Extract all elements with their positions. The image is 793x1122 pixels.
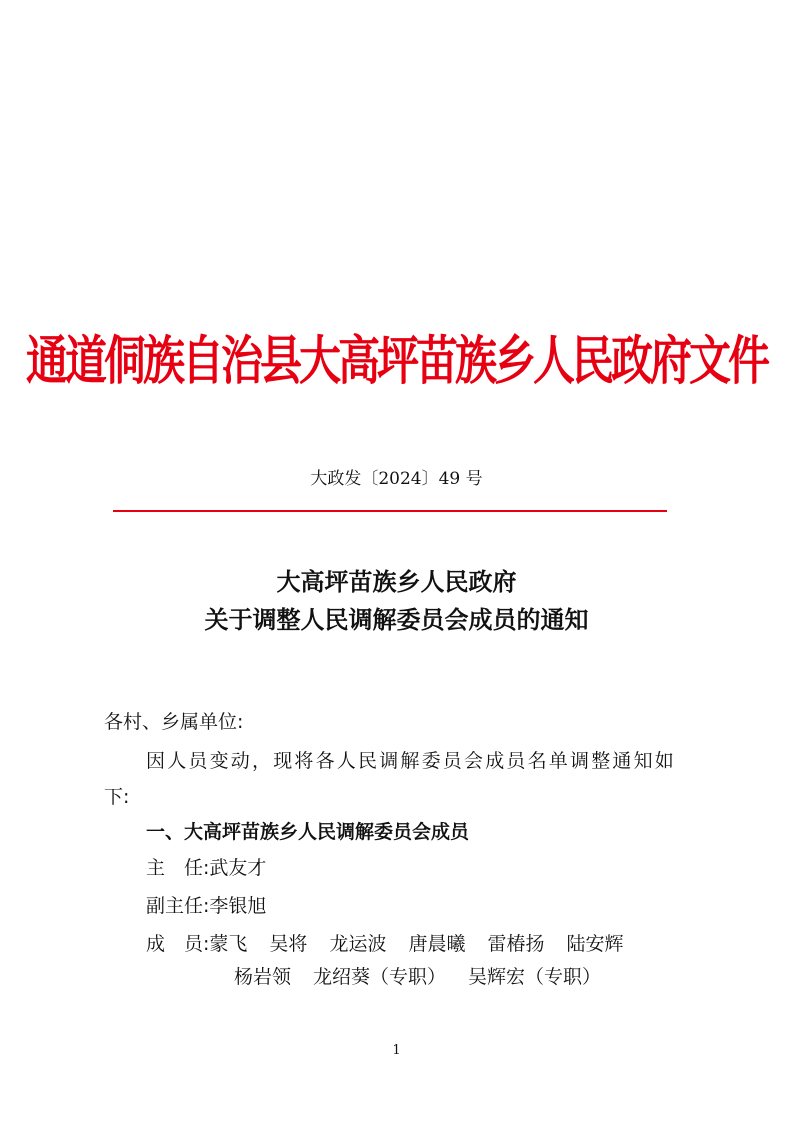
member-name: 蒙飞 bbox=[209, 933, 248, 955]
deputy-row bbox=[146, 892, 266, 920]
member-name: 雷椿扬 bbox=[487, 933, 545, 955]
director-label: 主 任: bbox=[146, 857, 210, 879]
members-label: 成 员: bbox=[146, 933, 210, 955]
red-divider-line bbox=[113, 510, 667, 512]
member-name: 唐晨曦 bbox=[408, 933, 466, 955]
members-row-continued bbox=[234, 963, 601, 991]
member-name: 吴将 bbox=[269, 933, 308, 955]
member-name: 龙运波 bbox=[329, 933, 387, 955]
section-1-heading: 一、大高坪苗族乡人民调解委员会成员 bbox=[146, 821, 470, 843]
deputy-label: 副主任: bbox=[146, 895, 210, 917]
member-name: 杨岩领 bbox=[234, 966, 292, 988]
document-title-line-1: 大高坪苗族乡人民政府 bbox=[276, 567, 517, 596]
page-number: 1 bbox=[392, 1043, 401, 1058]
director-row bbox=[146, 854, 266, 882]
member-name: 吴辉宏（专职） bbox=[468, 966, 602, 988]
members-row bbox=[146, 930, 624, 958]
director-name: 武友才 bbox=[209, 857, 267, 879]
member-name: 陆安辉 bbox=[566, 933, 624, 955]
paragraph-1-line-1: 因人员变动，现将各人民调解委员会成员名单调整通知如 bbox=[146, 750, 677, 772]
addressee: 各村、乡属单位: bbox=[104, 711, 244, 733]
document-masthead: 通道侗族自治县大高坪苗族乡人民政府文件 bbox=[25, 329, 767, 391]
paragraph-1-line-2: 下: bbox=[104, 786, 130, 808]
document-number: 大政发〔2024〕49 号 bbox=[310, 469, 483, 489]
deputy-name: 李银旭 bbox=[209, 895, 267, 917]
document-title-line-2: 关于调整人民调解委员会成员的通知 bbox=[204, 605, 589, 634]
member-name: 龙绍葵（专职） bbox=[313, 966, 447, 988]
